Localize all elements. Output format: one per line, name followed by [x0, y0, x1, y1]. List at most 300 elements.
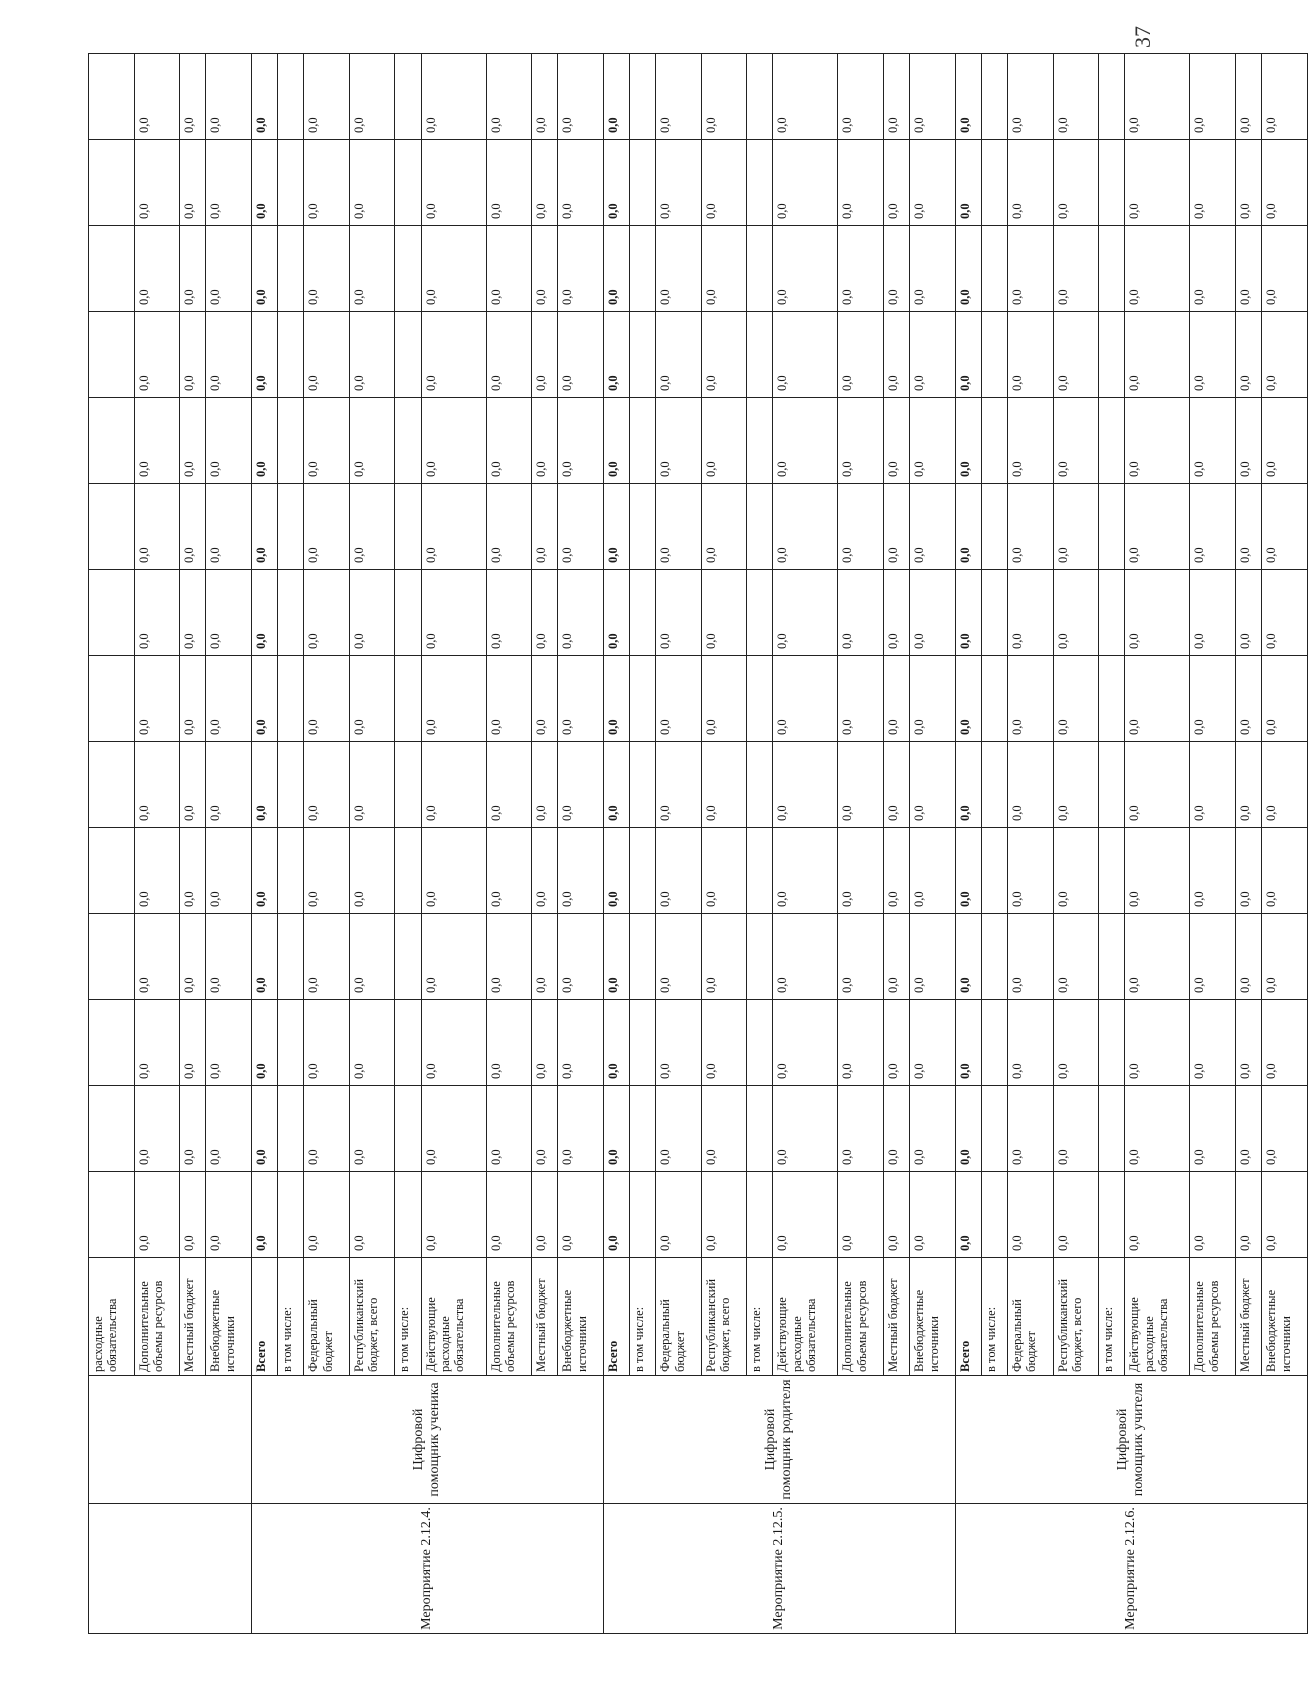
- value-cell: [981, 1172, 1007, 1258]
- value-cell: 0,0: [1053, 312, 1099, 398]
- value-cell: 0,0: [1190, 312, 1236, 398]
- value-cell: [278, 398, 304, 484]
- value-cell: 0,0: [1053, 1000, 1099, 1086]
- value-cell: 0,0: [1008, 484, 1054, 570]
- event-cell-continued: [89, 1504, 252, 1634]
- value-cell: 0,0: [1053, 54, 1099, 140]
- value-cell: 0,0: [1008, 1086, 1054, 1172]
- source-label: Всего: [955, 1258, 981, 1376]
- source-label: Республиканский бюджет, всего: [701, 1258, 747, 1376]
- value-cell: 0,0: [773, 742, 838, 828]
- value-cell: 0,0: [1190, 828, 1236, 914]
- value-cell: [278, 1000, 304, 1086]
- value-cell: 0,0: [558, 570, 604, 656]
- value-cell: 0,0: [773, 140, 838, 226]
- value-cell: 0,0: [701, 312, 747, 398]
- value-cell: 0,0: [486, 656, 532, 742]
- value-cell: 0,0: [134, 828, 180, 914]
- value-cell: 0,0: [910, 1172, 956, 1258]
- value-cell: 0,0: [251, 54, 277, 140]
- event-id-cell: Мероприятие 2.12.6.: [955, 1504, 1307, 1634]
- value-cell: 0,0: [1008, 828, 1054, 914]
- value-cell: 0,0: [955, 484, 981, 570]
- value-cell: 0,0: [558, 398, 604, 484]
- value-cell: 0,0: [1262, 1172, 1308, 1258]
- value-cell: [89, 828, 135, 914]
- value-cell: [747, 656, 773, 742]
- value-cell: 0,0: [180, 54, 206, 140]
- value-cell: 0,0: [251, 226, 277, 312]
- value-cell: [395, 398, 421, 484]
- value-cell: [629, 484, 655, 570]
- value-cell: 0,0: [206, 1000, 252, 1086]
- value-cell: [395, 1000, 421, 1086]
- value-cell: [747, 312, 773, 398]
- value-cell: [1099, 484, 1125, 570]
- value-cell: 0,0: [251, 1086, 277, 1172]
- value-cell: 0,0: [1053, 828, 1099, 914]
- value-cell: [1099, 914, 1125, 1000]
- value-cell: 0,0: [558, 226, 604, 312]
- value-cell: [1099, 828, 1125, 914]
- value-cell: 0,0: [1190, 54, 1236, 140]
- value-cell: 0,0: [955, 226, 981, 312]
- value-cell: 0,0: [656, 570, 702, 656]
- value-cell: 0,0: [532, 226, 558, 312]
- value-cell: 0,0: [1235, 570, 1261, 656]
- source-label: Внебюджетные источники: [1262, 1258, 1308, 1376]
- value-cell: 0,0: [1262, 914, 1308, 1000]
- value-cell: 0,0: [251, 570, 277, 656]
- value-cell: 0,0: [1008, 226, 1054, 312]
- value-cell: 0,0: [1235, 1172, 1261, 1258]
- value-cell: 0,0: [955, 570, 981, 656]
- value-cell: 0,0: [134, 1000, 180, 1086]
- value-cell: 0,0: [1190, 570, 1236, 656]
- value-cell: 0,0: [180, 656, 206, 742]
- value-cell: 0,0: [656, 398, 702, 484]
- value-cell: [1099, 570, 1125, 656]
- value-cell: 0,0: [251, 312, 277, 398]
- value-cell: [747, 1000, 773, 1086]
- value-cell: [278, 570, 304, 656]
- value-cell: 0,0: [603, 398, 629, 484]
- event-name-cell: Цифровой помощник ученика: [251, 1376, 603, 1504]
- value-cell: [89, 1086, 135, 1172]
- value-cell: [629, 1000, 655, 1086]
- value-cell: 0,0: [1235, 484, 1261, 570]
- value-cell: 0,0: [1053, 914, 1099, 1000]
- value-cell: 0,0: [656, 828, 702, 914]
- value-cell: [89, 140, 135, 226]
- value-cell: 0,0: [1235, 398, 1261, 484]
- value-cell: [629, 656, 655, 742]
- value-cell: [395, 570, 421, 656]
- value-cell: [1099, 226, 1125, 312]
- source-label: Местный бюджет: [180, 1258, 206, 1376]
- value-cell: 0,0: [701, 140, 747, 226]
- value-cell: 0,0: [838, 54, 884, 140]
- source-label: Местный бюджет: [1235, 1258, 1261, 1376]
- value-cell: [89, 54, 135, 140]
- value-cell: 0,0: [1125, 140, 1190, 226]
- source-label: Республиканский бюджет, всего: [1053, 1258, 1099, 1376]
- event-name-cell: Цифровой помощник родителя: [603, 1376, 955, 1504]
- event-name-cell: Цифровой помощник учителя: [955, 1376, 1307, 1504]
- source-label: в том числе:: [747, 1258, 773, 1376]
- value-cell: 0,0: [134, 484, 180, 570]
- value-cell: 0,0: [701, 914, 747, 1000]
- value-cell: 0,0: [910, 484, 956, 570]
- value-cell: 0,0: [486, 312, 532, 398]
- table-row: [251, 54, 277, 1634]
- value-cell: 0,0: [1190, 742, 1236, 828]
- value-cell: 0,0: [701, 570, 747, 656]
- value-cell: 0,0: [955, 398, 981, 484]
- value-cell: 0,0: [701, 656, 747, 742]
- value-cell: 0,0: [1235, 656, 1261, 742]
- value-cell: 0,0: [349, 914, 395, 1000]
- source-label: в том числе:: [1099, 1258, 1125, 1376]
- value-cell: [89, 742, 135, 828]
- value-cell: 0,0: [955, 140, 981, 226]
- value-cell: 0,0: [1262, 484, 1308, 570]
- source-label: в том числе:: [629, 1258, 655, 1376]
- value-cell: 0,0: [349, 570, 395, 656]
- value-cell: 0,0: [421, 656, 486, 742]
- value-cell: 0,0: [421, 742, 486, 828]
- value-cell: 0,0: [206, 1172, 252, 1258]
- value-cell: 0,0: [558, 1000, 604, 1086]
- value-cell: 0,0: [558, 54, 604, 140]
- value-cell: 0,0: [304, 570, 350, 656]
- value-cell: [747, 54, 773, 140]
- value-cell: 0,0: [206, 140, 252, 226]
- value-cell: 0,0: [486, 484, 532, 570]
- value-cell: 0,0: [486, 226, 532, 312]
- value-cell: 0,0: [838, 484, 884, 570]
- value-cell: 0,0: [773, 1086, 838, 1172]
- value-cell: 0,0: [1262, 656, 1308, 742]
- value-cell: 0,0: [884, 312, 910, 398]
- value-cell: 0,0: [910, 570, 956, 656]
- value-cell: [747, 742, 773, 828]
- value-cell: 0,0: [349, 656, 395, 742]
- source-label: Федеральный бюджет: [656, 1258, 702, 1376]
- value-cell: 0,0: [349, 1000, 395, 1086]
- value-cell: 0,0: [558, 742, 604, 828]
- value-cell: [629, 312, 655, 398]
- value-cell: [629, 140, 655, 226]
- value-cell: [981, 742, 1007, 828]
- value-cell: 0,0: [558, 140, 604, 226]
- value-cell: 0,0: [1262, 140, 1308, 226]
- value-cell: 0,0: [206, 54, 252, 140]
- value-cell: 0,0: [1262, 1000, 1308, 1086]
- value-cell: 0,0: [1190, 1086, 1236, 1172]
- source-label: расходные обязательства: [89, 1258, 135, 1376]
- value-cell: 0,0: [656, 914, 702, 1000]
- value-cell: 0,0: [838, 312, 884, 398]
- value-cell: 0,0: [206, 484, 252, 570]
- value-cell: 0,0: [251, 484, 277, 570]
- value-cell: 0,0: [251, 914, 277, 1000]
- value-cell: 0,0: [486, 742, 532, 828]
- value-cell: 0,0: [421, 312, 486, 398]
- value-cell: 0,0: [656, 1000, 702, 1086]
- value-cell: 0,0: [603, 226, 629, 312]
- value-cell: 0,0: [421, 1172, 486, 1258]
- value-cell: 0,0: [884, 226, 910, 312]
- value-cell: [89, 656, 135, 742]
- value-cell: 0,0: [1125, 828, 1190, 914]
- value-cell: 0,0: [304, 140, 350, 226]
- value-cell: [981, 226, 1007, 312]
- source-label: Внебюджетные источники: [206, 1258, 252, 1376]
- value-cell: 0,0: [1190, 1172, 1236, 1258]
- value-cell: 0,0: [349, 1086, 395, 1172]
- value-cell: 0,0: [701, 828, 747, 914]
- value-cell: [1099, 1172, 1125, 1258]
- value-cell: [747, 484, 773, 570]
- value-cell: [981, 140, 1007, 226]
- value-cell: 0,0: [1008, 742, 1054, 828]
- value-cell: [89, 570, 135, 656]
- source-label: Внебюджетные источники: [558, 1258, 604, 1376]
- value-cell: [1099, 398, 1125, 484]
- value-cell: 0,0: [838, 828, 884, 914]
- value-cell: 0,0: [304, 312, 350, 398]
- value-cell: 0,0: [486, 54, 532, 140]
- value-cell: 0,0: [349, 54, 395, 140]
- value-cell: 0,0: [421, 1000, 486, 1086]
- value-cell: 0,0: [1235, 1086, 1261, 1172]
- value-cell: [981, 484, 1007, 570]
- value-cell: [278, 656, 304, 742]
- value-cell: 0,0: [1053, 398, 1099, 484]
- name-cell-continued: [89, 1376, 252, 1504]
- value-cell: [89, 914, 135, 1000]
- value-cell: 0,0: [134, 226, 180, 312]
- value-cell: 0,0: [838, 1000, 884, 1086]
- value-cell: 0,0: [180, 1172, 206, 1258]
- value-cell: 0,0: [1053, 656, 1099, 742]
- value-cell: 0,0: [1262, 828, 1308, 914]
- value-cell: 0,0: [486, 1000, 532, 1086]
- value-cell: 0,0: [910, 226, 956, 312]
- value-cell: [747, 914, 773, 1000]
- value-cell: [747, 1086, 773, 1172]
- table-row: [89, 54, 135, 1634]
- value-cell: [747, 570, 773, 656]
- value-cell: 0,0: [134, 570, 180, 656]
- value-cell: [395, 226, 421, 312]
- value-cell: [278, 54, 304, 140]
- value-cell: 0,0: [532, 656, 558, 742]
- value-cell: 0,0: [134, 398, 180, 484]
- source-label: Действующие расходные обязательства: [421, 1258, 486, 1376]
- value-cell: 0,0: [421, 54, 486, 140]
- table-row: [955, 54, 981, 1634]
- value-cell: [395, 54, 421, 140]
- source-label: Местный бюджет: [532, 1258, 558, 1376]
- value-cell: 0,0: [910, 742, 956, 828]
- value-cell: 0,0: [838, 398, 884, 484]
- value-cell: 0,0: [1262, 1086, 1308, 1172]
- value-cell: 0,0: [1262, 312, 1308, 398]
- value-cell: 0,0: [1190, 1000, 1236, 1086]
- value-cell: [395, 140, 421, 226]
- value-cell: 0,0: [1262, 570, 1308, 656]
- value-cell: 0,0: [304, 398, 350, 484]
- value-cell: 0,0: [1190, 140, 1236, 226]
- value-cell: 0,0: [134, 1086, 180, 1172]
- value-cell: [981, 828, 1007, 914]
- value-cell: 0,0: [701, 54, 747, 140]
- value-cell: 0,0: [1262, 226, 1308, 312]
- value-cell: 0,0: [349, 828, 395, 914]
- rotated-page: [88, 54, 1308, 1634]
- value-cell: 0,0: [180, 484, 206, 570]
- value-cell: 0,0: [773, 226, 838, 312]
- source-label: в том числе:: [395, 1258, 421, 1376]
- value-cell: 0,0: [349, 140, 395, 226]
- value-cell: 0,0: [180, 140, 206, 226]
- source-label: Внебюджетные источники: [910, 1258, 956, 1376]
- value-cell: 0,0: [910, 140, 956, 226]
- value-cell: 0,0: [656, 312, 702, 398]
- value-cell: 0,0: [1053, 1086, 1099, 1172]
- value-cell: 0,0: [603, 1172, 629, 1258]
- value-cell: 0,0: [1190, 914, 1236, 1000]
- value-cell: 0,0: [180, 742, 206, 828]
- value-cell: [981, 656, 1007, 742]
- value-cell: 0,0: [1008, 140, 1054, 226]
- value-cell: 0,0: [603, 484, 629, 570]
- value-cell: 0,0: [910, 1086, 956, 1172]
- value-cell: 0,0: [1125, 914, 1190, 1000]
- value-cell: 0,0: [1235, 312, 1261, 398]
- value-cell: 0,0: [1190, 226, 1236, 312]
- value-cell: [1099, 656, 1125, 742]
- value-cell: 0,0: [701, 1172, 747, 1258]
- value-cell: 0,0: [1125, 742, 1190, 828]
- value-cell: 0,0: [421, 570, 486, 656]
- value-cell: 0,0: [1235, 742, 1261, 828]
- value-cell: 0,0: [955, 1086, 981, 1172]
- value-cell: 0,0: [1190, 484, 1236, 570]
- value-cell: 0,0: [1262, 398, 1308, 484]
- value-cell: 0,0: [603, 312, 629, 398]
- value-cell: 0,0: [421, 914, 486, 1000]
- value-cell: 0,0: [656, 742, 702, 828]
- value-cell: [395, 1172, 421, 1258]
- value-cell: 0,0: [180, 398, 206, 484]
- value-cell: [89, 312, 135, 398]
- value-cell: 0,0: [1125, 484, 1190, 570]
- value-cell: [1099, 54, 1125, 140]
- value-cell: 0,0: [656, 656, 702, 742]
- value-cell: 0,0: [884, 140, 910, 226]
- value-cell: 0,0: [838, 140, 884, 226]
- value-cell: 0,0: [134, 742, 180, 828]
- value-cell: 0,0: [884, 656, 910, 742]
- value-cell: [395, 656, 421, 742]
- value-cell: 0,0: [304, 1000, 350, 1086]
- value-cell: 0,0: [180, 226, 206, 312]
- value-cell: [981, 570, 1007, 656]
- value-cell: 0,0: [206, 656, 252, 742]
- value-cell: 0,0: [656, 54, 702, 140]
- value-cell: 0,0: [884, 1000, 910, 1086]
- value-cell: 0,0: [955, 312, 981, 398]
- source-label: Республиканский бюджет, всего: [349, 1258, 395, 1376]
- value-cell: 0,0: [603, 656, 629, 742]
- value-cell: 0,0: [838, 742, 884, 828]
- value-cell: 0,0: [532, 828, 558, 914]
- value-cell: [981, 398, 1007, 484]
- value-cell: 0,0: [349, 484, 395, 570]
- value-cell: [278, 1086, 304, 1172]
- value-cell: [395, 1086, 421, 1172]
- value-cell: 0,0: [884, 742, 910, 828]
- value-cell: 0,0: [1053, 570, 1099, 656]
- value-cell: [629, 1172, 655, 1258]
- value-cell: 0,0: [1125, 398, 1190, 484]
- value-cell: 0,0: [884, 398, 910, 484]
- value-cell: [89, 398, 135, 484]
- value-cell: 0,0: [134, 914, 180, 1000]
- value-cell: 0,0: [884, 914, 910, 1000]
- value-cell: [1099, 140, 1125, 226]
- value-cell: 0,0: [1053, 1172, 1099, 1258]
- value-cell: 0,0: [884, 570, 910, 656]
- value-cell: 0,0: [1053, 742, 1099, 828]
- value-cell: [395, 742, 421, 828]
- source-label: Всего: [251, 1258, 277, 1376]
- value-cell: 0,0: [1125, 1086, 1190, 1172]
- value-cell: 0,0: [304, 656, 350, 742]
- value-cell: [395, 312, 421, 398]
- value-cell: 0,0: [206, 914, 252, 1000]
- value-cell: 0,0: [206, 1086, 252, 1172]
- page-number: 37: [1130, 26, 1155, 48]
- value-cell: 0,0: [603, 914, 629, 1000]
- value-cell: 0,0: [251, 398, 277, 484]
- value-cell: [278, 828, 304, 914]
- value-cell: 0,0: [304, 226, 350, 312]
- value-cell: 0,0: [955, 54, 981, 140]
- value-cell: [278, 742, 304, 828]
- value-cell: 0,0: [486, 570, 532, 656]
- value-cell: 0,0: [1125, 1172, 1190, 1258]
- value-cell: 0,0: [1125, 570, 1190, 656]
- value-cell: 0,0: [773, 54, 838, 140]
- value-cell: 0,0: [1235, 226, 1261, 312]
- value-cell: [981, 1086, 1007, 1172]
- value-cell: 0,0: [180, 914, 206, 1000]
- value-cell: 0,0: [206, 312, 252, 398]
- value-cell: 0,0: [1235, 828, 1261, 914]
- value-cell: 0,0: [558, 1172, 604, 1258]
- value-cell: 0,0: [251, 742, 277, 828]
- value-cell: 0,0: [304, 914, 350, 1000]
- value-cell: [629, 742, 655, 828]
- value-cell: 0,0: [486, 914, 532, 1000]
- value-cell: 0,0: [701, 226, 747, 312]
- source-label: Действующие расходные обязательства: [1125, 1258, 1190, 1376]
- value-cell: [747, 828, 773, 914]
